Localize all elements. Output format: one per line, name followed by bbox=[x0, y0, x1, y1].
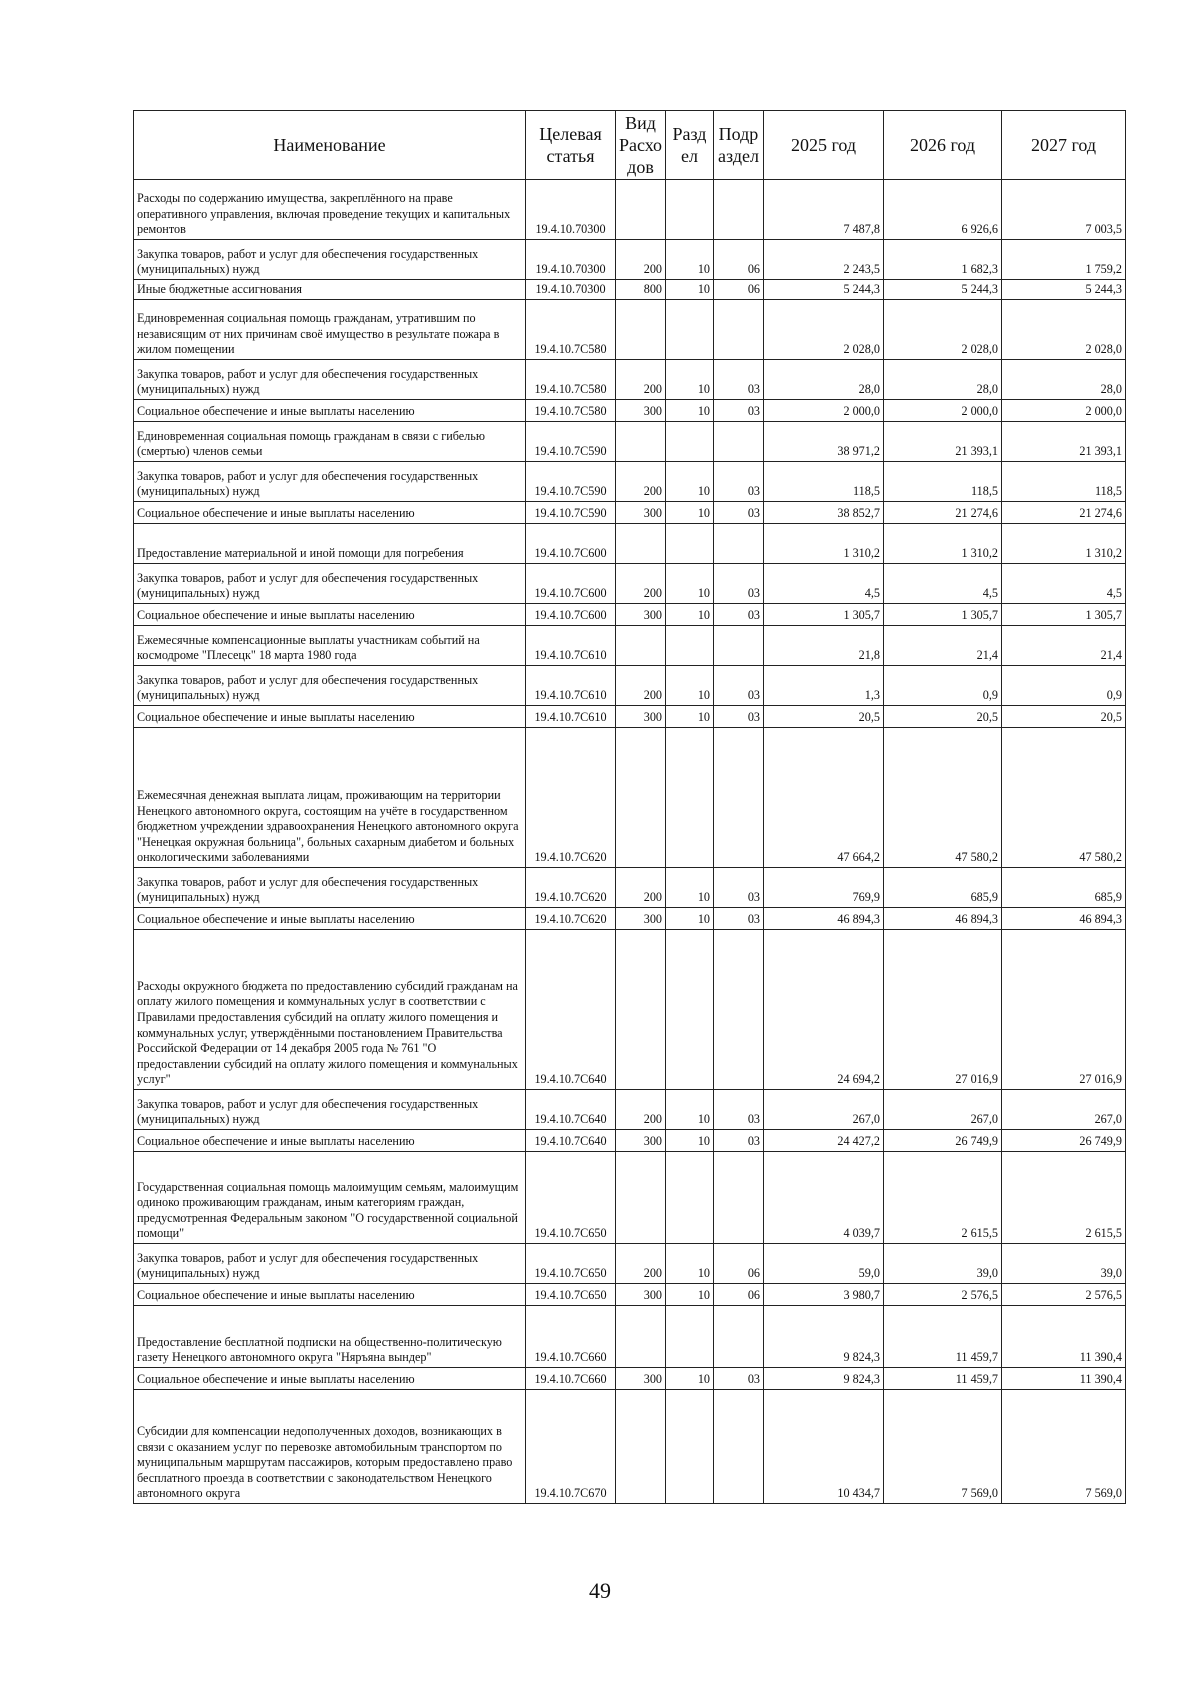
cell-name: Закупка товаров, работ и услуг для обеспечения государственных (муниципальных) нужд bbox=[134, 564, 526, 604]
cell-subsection: 03 bbox=[714, 666, 764, 706]
cell-subsection: 03 bbox=[714, 706, 764, 728]
cell-year-2026: 21,4 bbox=[884, 626, 1002, 666]
cell-section: 10 bbox=[666, 706, 714, 728]
table-row bbox=[134, 1090, 1126, 1130]
cell-year-2027: 4,5 bbox=[1002, 564, 1126, 604]
cell-subsection bbox=[714, 1390, 764, 1504]
cell-year-2026: 1 682,3 bbox=[884, 240, 1002, 280]
cell-target-article: 19.4.10.7С610 bbox=[526, 666, 616, 706]
cell-target-article: 19.4.10.7С600 bbox=[526, 604, 616, 626]
cell-expense-type bbox=[616, 930, 666, 1090]
cell-expense-type: 200 bbox=[616, 666, 666, 706]
cell-section: 10 bbox=[666, 1130, 714, 1152]
cell-expense-type: 300 bbox=[616, 502, 666, 524]
cell-name: Закупка товаров, работ и услуг для обеспечения государственных (муниципальных) нужд bbox=[134, 462, 526, 502]
cell-section: 10 bbox=[666, 360, 714, 400]
cell-year-2025: 47 664,2 bbox=[764, 728, 884, 868]
cell-year-2026: 2 028,0 bbox=[884, 300, 1002, 360]
cell-name: Единовременная социальная помощь гражданам в связи с гибелью (смертью) членов семьи bbox=[134, 422, 526, 462]
cell-subsection: 03 bbox=[714, 908, 764, 930]
table-row bbox=[134, 604, 1126, 626]
cell-year-2027: 2 615,5 bbox=[1002, 1152, 1126, 1244]
cell-expense-type bbox=[616, 626, 666, 666]
cell-year-2026: 5 244,3 bbox=[884, 280, 1002, 300]
cell-year-2025: 24 427,2 bbox=[764, 1130, 884, 1152]
cell-target-article: 19.4.10.7С620 bbox=[526, 728, 616, 868]
cell-subsection: 03 bbox=[714, 1130, 764, 1152]
cell-expense-type: 200 bbox=[616, 1090, 666, 1130]
cell-target-article: 19.4.10.70300 bbox=[526, 240, 616, 280]
cell-subsection bbox=[714, 930, 764, 1090]
table-row bbox=[134, 706, 1126, 728]
cell-name: Закупка товаров, работ и услуг для обеспечения государственных (муниципальных) нужд bbox=[134, 240, 526, 280]
cell-year-2026: 4,5 bbox=[884, 564, 1002, 604]
cell-target-article: 19.4.10.7С670 bbox=[526, 1390, 616, 1504]
cell-expense-type: 200 bbox=[616, 868, 666, 908]
cell-year-2027: 39,0 bbox=[1002, 1244, 1126, 1284]
cell-target-article: 19.4.10.7С580 bbox=[526, 400, 616, 422]
cell-name: Социальное обеспечение и иные выплаты населению bbox=[134, 1368, 526, 1390]
cell-subsection bbox=[714, 626, 764, 666]
table-row bbox=[134, 300, 1126, 360]
page-number: 49 bbox=[589, 1578, 611, 1603]
cell-year-2026: 20,5 bbox=[884, 706, 1002, 728]
cell-name: Единовременная социальная помощь гражданам, утратившим по независящим от них причинам своё имущество в результате пожара в жилом помещении bbox=[134, 300, 526, 360]
cell-year-2026: 1 310,2 bbox=[884, 524, 1002, 564]
cell-section: 10 bbox=[666, 502, 714, 524]
cell-year-2025: 5 244,3 bbox=[764, 280, 884, 300]
table-row bbox=[134, 1152, 1126, 1244]
cell-subsection: 03 bbox=[714, 1368, 764, 1390]
cell-target-article: 19.4.10.7С620 bbox=[526, 908, 616, 930]
cell-subsection bbox=[714, 524, 764, 564]
cell-year-2027: 7 569,0 bbox=[1002, 1390, 1126, 1504]
table-row bbox=[134, 1368, 1126, 1390]
cell-subsection bbox=[714, 422, 764, 462]
header-subsection: Подр аздел bbox=[714, 111, 764, 180]
cell-name: Закупка товаров, работ и услуг для обеспечения государственных (муниципальных) нужд bbox=[134, 868, 526, 908]
cell-year-2025: 21,8 bbox=[764, 626, 884, 666]
cell-expense-type bbox=[616, 180, 666, 240]
cell-section: 10 bbox=[666, 1284, 714, 1306]
cell-year-2026: 47 580,2 bbox=[884, 728, 1002, 868]
cell-expense-type: 300 bbox=[616, 1130, 666, 1152]
cell-year-2026: 0,9 bbox=[884, 666, 1002, 706]
cell-year-2026: 6 926,6 bbox=[884, 180, 1002, 240]
cell-subsection: 03 bbox=[714, 462, 764, 502]
cell-year-2025: 38 971,2 bbox=[764, 422, 884, 462]
cell-expense-type bbox=[616, 1306, 666, 1368]
cell-subsection bbox=[714, 1306, 764, 1368]
cell-target-article: 19.4.10.7С600 bbox=[526, 564, 616, 604]
cell-year-2025: 4,5 bbox=[764, 564, 884, 604]
cell-name: Расходы окружного бюджета по предоставлению субсидий гражданам на оплату жилого помещения и коммунальных услуг в соответствии с Правилами предоставления субсидий на оплату жилого помещения и коммунальных услуг, утверждёнными постановлением Правительства Российской Федерации от 14 декабря 2005 года № 761 "О предоставлении субсидий на оплату жилого помещения и коммунальных услуг" bbox=[134, 930, 526, 1090]
cell-year-2025: 9 824,3 bbox=[764, 1368, 884, 1390]
cell-expense-type: 200 bbox=[616, 564, 666, 604]
cell-subsection: 06 bbox=[714, 280, 764, 300]
cell-year-2025: 2 243,5 bbox=[764, 240, 884, 280]
cell-year-2027: 1 305,7 bbox=[1002, 604, 1126, 626]
cell-subsection: 03 bbox=[714, 400, 764, 422]
cell-name: Социальное обеспечение и иные выплаты населению bbox=[134, 1130, 526, 1152]
cell-subsection: 03 bbox=[714, 604, 764, 626]
table-row bbox=[134, 868, 1126, 908]
cell-name: Социальное обеспечение и иные выплаты населению bbox=[134, 604, 526, 626]
cell-year-2026: 21 393,1 bbox=[884, 422, 1002, 462]
table-row bbox=[134, 180, 1126, 240]
cell-target-article: 19.4.10.7С610 bbox=[526, 706, 616, 728]
cell-section: 10 bbox=[666, 1090, 714, 1130]
cell-target-article: 19.4.10.7С600 bbox=[526, 524, 616, 564]
cell-expense-type: 200 bbox=[616, 360, 666, 400]
cell-target-article: 19.4.10.7С660 bbox=[526, 1306, 616, 1368]
cell-name: Закупка товаров, работ и услуг для обеспечения государственных (муниципальных) нужд bbox=[134, 1090, 526, 1130]
cell-section bbox=[666, 728, 714, 868]
cell-year-2027: 21 393,1 bbox=[1002, 422, 1126, 462]
cell-year-2027: 11 390,4 bbox=[1002, 1306, 1126, 1368]
cell-year-2027: 2 028,0 bbox=[1002, 300, 1126, 360]
cell-section: 10 bbox=[666, 1244, 714, 1284]
table-row bbox=[134, 930, 1126, 1090]
cell-expense-type: 200 bbox=[616, 240, 666, 280]
cell-name: Ежемесячная денежная выплата лицам, проживающим на территории Ненецкого автономного округа, состоящим на учёте в государственном бюджетном учреждении здравоохранения Ненецкого автономного округа "Ненецкая окружная больница", больных сахарным диабетом и больных онкологическими заболеваниями bbox=[134, 728, 526, 868]
table-row bbox=[134, 1244, 1126, 1284]
cell-year-2026: 1 305,7 bbox=[884, 604, 1002, 626]
cell-year-2027: 21,4 bbox=[1002, 626, 1126, 666]
cell-year-2027: 26 749,9 bbox=[1002, 1130, 1126, 1152]
cell-name: Иные бюджетные ассигнования bbox=[134, 280, 526, 300]
cell-year-2027: 21 274,6 bbox=[1002, 502, 1126, 524]
cell-expense-type: 300 bbox=[616, 706, 666, 728]
cell-year-2025: 7 487,8 bbox=[764, 180, 884, 240]
cell-year-2027: 0,9 bbox=[1002, 666, 1126, 706]
cell-section: 10 bbox=[666, 280, 714, 300]
cell-target-article: 19.4.10.7С620 bbox=[526, 868, 616, 908]
table-row bbox=[134, 422, 1126, 462]
cell-target-article: 19.4.10.7С590 bbox=[526, 422, 616, 462]
cell-subsection bbox=[714, 180, 764, 240]
cell-year-2027: 5 244,3 bbox=[1002, 280, 1126, 300]
cell-target-article: 19.4.10.7С650 bbox=[526, 1152, 616, 1244]
table-row bbox=[134, 626, 1126, 666]
cell-year-2025: 9 824,3 bbox=[764, 1306, 884, 1368]
cell-section: 10 bbox=[666, 564, 714, 604]
table-body bbox=[134, 180, 1126, 1504]
header-name: Наименование bbox=[134, 111, 526, 180]
cell-name: Социальное обеспечение и иные выплаты населению bbox=[134, 1284, 526, 1306]
cell-subsection: 03 bbox=[714, 564, 764, 604]
table-row bbox=[134, 360, 1126, 400]
cell-year-2025: 118,5 bbox=[764, 462, 884, 502]
cell-section: 10 bbox=[666, 400, 714, 422]
table-row bbox=[134, 908, 1126, 930]
cell-year-2025: 38 852,7 bbox=[764, 502, 884, 524]
table-row bbox=[134, 1284, 1126, 1306]
cell-expense-type bbox=[616, 1152, 666, 1244]
cell-year-2025: 28,0 bbox=[764, 360, 884, 400]
cell-target-article: 19.4.10.7С660 bbox=[526, 1368, 616, 1390]
cell-subsection: 03 bbox=[714, 1090, 764, 1130]
cell-expense-type: 300 bbox=[616, 400, 666, 422]
cell-target-article: 19.4.10.7С640 bbox=[526, 1130, 616, 1152]
cell-year-2026: 685,9 bbox=[884, 868, 1002, 908]
header-section: Разд ел bbox=[666, 111, 714, 180]
cell-year-2026: 11 459,7 bbox=[884, 1368, 1002, 1390]
cell-year-2026: 7 569,0 bbox=[884, 1390, 1002, 1504]
cell-year-2025: 1 305,7 bbox=[764, 604, 884, 626]
cell-year-2026: 2 615,5 bbox=[884, 1152, 1002, 1244]
cell-subsection bbox=[714, 1152, 764, 1244]
cell-year-2025: 769,9 bbox=[764, 868, 884, 908]
cell-section bbox=[666, 180, 714, 240]
header-year-2027: 2027 год bbox=[1002, 111, 1126, 180]
cell-subsection: 06 bbox=[714, 1244, 764, 1284]
cell-year-2026: 27 016,9 bbox=[884, 930, 1002, 1090]
table-row bbox=[134, 280, 1126, 300]
cell-expense-type: 300 bbox=[616, 1368, 666, 1390]
cell-year-2025: 1 310,2 bbox=[764, 524, 884, 564]
cell-year-2026: 2 576,5 bbox=[884, 1284, 1002, 1306]
cell-year-2026: 26 749,9 bbox=[884, 1130, 1002, 1152]
table-header-row bbox=[134, 111, 1126, 180]
table-row bbox=[134, 1306, 1126, 1368]
cell-name: Предоставление материальной и иной помощи для погребения bbox=[134, 524, 526, 564]
cell-target-article: 19.4.10.7С640 bbox=[526, 1090, 616, 1130]
cell-section: 10 bbox=[666, 240, 714, 280]
cell-section: 10 bbox=[666, 666, 714, 706]
cell-year-2025: 46 894,3 bbox=[764, 908, 884, 930]
cell-section: 10 bbox=[666, 1368, 714, 1390]
header-expense-type: Вид Расхо дов bbox=[616, 111, 666, 180]
cell-year-2026: 21 274,6 bbox=[884, 502, 1002, 524]
cell-year-2025: 20,5 bbox=[764, 706, 884, 728]
cell-year-2025: 10 434,7 bbox=[764, 1390, 884, 1504]
cell-expense-type bbox=[616, 300, 666, 360]
cell-year-2027: 2 000,0 bbox=[1002, 400, 1126, 422]
cell-name: Социальное обеспечение и иные выплаты населению bbox=[134, 400, 526, 422]
cell-year-2027: 267,0 bbox=[1002, 1090, 1126, 1130]
cell-year-2026: 267,0 bbox=[884, 1090, 1002, 1130]
budget-table bbox=[133, 110, 1126, 1504]
cell-expense-type bbox=[616, 524, 666, 564]
table-row bbox=[134, 564, 1126, 604]
cell-expense-type: 300 bbox=[616, 908, 666, 930]
cell-subsection: 06 bbox=[714, 1284, 764, 1306]
cell-expense-type bbox=[616, 1390, 666, 1504]
cell-target-article: 19.4.10.7С580 bbox=[526, 300, 616, 360]
cell-subsection bbox=[714, 300, 764, 360]
cell-year-2027: 28,0 bbox=[1002, 360, 1126, 400]
cell-target-article: 19.4.10.7С590 bbox=[526, 502, 616, 524]
cell-year-2025: 267,0 bbox=[764, 1090, 884, 1130]
cell-year-2026: 11 459,7 bbox=[884, 1306, 1002, 1368]
cell-name: Закупка товаров, работ и услуг для обеспечения государственных (муниципальных) нужд bbox=[134, 666, 526, 706]
table-row bbox=[134, 666, 1126, 706]
cell-year-2025: 4 039,7 bbox=[764, 1152, 884, 1244]
cell-subsection: 06 bbox=[714, 240, 764, 280]
cell-target-article: 19.4.10.7С590 bbox=[526, 462, 616, 502]
cell-name: Социальное обеспечение и иные выплаты населению bbox=[134, 502, 526, 524]
header-year-2026: 2026 год bbox=[884, 111, 1002, 180]
cell-year-2027: 27 016,9 bbox=[1002, 930, 1126, 1090]
cell-name: Субсидии для компенсации недополученных доходов, возникающих в связи с оказанием услуг по перевозке автомобильным транспортом по муниципальным маршрутам пассажиров, которым предоставлено право бесплатного проезда в соответствии с законодательством Ненецкого автономного округа bbox=[134, 1390, 526, 1504]
cell-target-article: 19.4.10.7С650 bbox=[526, 1284, 616, 1306]
cell-target-article: 19.4.10.7С640 bbox=[526, 930, 616, 1090]
cell-section: 10 bbox=[666, 462, 714, 502]
cell-expense-type bbox=[616, 422, 666, 462]
cell-subsection bbox=[714, 728, 764, 868]
table-row bbox=[134, 1390, 1126, 1504]
cell-year-2026: 39,0 bbox=[884, 1244, 1002, 1284]
cell-year-2026: 2 000,0 bbox=[884, 400, 1002, 422]
cell-year-2026: 28,0 bbox=[884, 360, 1002, 400]
cell-year-2025: 24 694,2 bbox=[764, 930, 884, 1090]
cell-name: Ежемесячные компенсационные выплаты участникам событий на космодроме "Плесецк" 18 марта 1980 года bbox=[134, 626, 526, 666]
cell-year-2027: 11 390,4 bbox=[1002, 1368, 1126, 1390]
table-row bbox=[134, 524, 1126, 564]
cell-subsection: 03 bbox=[714, 868, 764, 908]
cell-name: Государственная социальная помощь малоимущим семьям, малоимущим одиноко проживающим гражданам, иным категориям граждан, предусмотренная Федеральным законом "О государственной социальной помощи" bbox=[134, 1152, 526, 1244]
cell-name: Закупка товаров, работ и услуг для обеспечения государственных (муниципальных) нужд bbox=[134, 1244, 526, 1284]
cell-subsection: 03 bbox=[714, 360, 764, 400]
cell-year-2026: 46 894,3 bbox=[884, 908, 1002, 930]
cell-name: Предоставление бесплатной подписки на общественно-политическую газету Ненецкого автономного округа "Няръяна вындер" bbox=[134, 1306, 526, 1368]
cell-section bbox=[666, 1390, 714, 1504]
cell-year-2025: 3 980,7 bbox=[764, 1284, 884, 1306]
cell-section bbox=[666, 1152, 714, 1244]
cell-section: 10 bbox=[666, 908, 714, 930]
cell-year-2026: 118,5 bbox=[884, 462, 1002, 502]
table-row bbox=[134, 502, 1126, 524]
table-row bbox=[134, 1130, 1126, 1152]
header-year-2025: 2025 год bbox=[764, 111, 884, 180]
cell-subsection: 03 bbox=[714, 502, 764, 524]
cell-section bbox=[666, 422, 714, 462]
cell-name: Социальное обеспечение и иные выплаты населению bbox=[134, 706, 526, 728]
cell-year-2027: 1 759,2 bbox=[1002, 240, 1126, 280]
cell-year-2025: 2 000,0 bbox=[764, 400, 884, 422]
table-row bbox=[134, 462, 1126, 502]
cell-section bbox=[666, 300, 714, 360]
cell-section bbox=[666, 626, 714, 666]
cell-year-2025: 1,3 bbox=[764, 666, 884, 706]
cell-year-2025: 59,0 bbox=[764, 1244, 884, 1284]
cell-target-article: 19.4.10.7С610 bbox=[526, 626, 616, 666]
table-row bbox=[134, 400, 1126, 422]
cell-expense-type bbox=[616, 728, 666, 868]
cell-year-2027: 1 310,2 bbox=[1002, 524, 1126, 564]
table-row bbox=[134, 240, 1126, 280]
cell-year-2025: 2 028,0 bbox=[764, 300, 884, 360]
cell-year-2027: 118,5 bbox=[1002, 462, 1126, 502]
cell-target-article: 19.4.10.70300 bbox=[526, 280, 616, 300]
cell-target-article: 19.4.10.70300 bbox=[526, 180, 616, 240]
table-row bbox=[134, 728, 1126, 868]
cell-expense-type: 200 bbox=[616, 1244, 666, 1284]
cell-section: 10 bbox=[666, 604, 714, 626]
cell-year-2027: 20,5 bbox=[1002, 706, 1126, 728]
cell-name: Расходы по содержанию имущества, закреплённого на праве оперативного управления, включая проведение текущих и капитальных ремонтов bbox=[134, 180, 526, 240]
cell-year-2027: 46 894,3 bbox=[1002, 908, 1126, 930]
cell-section bbox=[666, 524, 714, 564]
cell-expense-type: 300 bbox=[616, 604, 666, 626]
cell-name: Закупка товаров, работ и услуг для обеспечения государственных (муниципальных) нужд bbox=[134, 360, 526, 400]
cell-year-2027: 7 003,5 bbox=[1002, 180, 1126, 240]
header-target-article: Целевая статья bbox=[526, 111, 616, 180]
cell-year-2027: 47 580,2 bbox=[1002, 728, 1126, 868]
cell-expense-type: 800 bbox=[616, 280, 666, 300]
cell-year-2027: 685,9 bbox=[1002, 868, 1126, 908]
cell-section bbox=[666, 1306, 714, 1368]
cell-target-article: 19.4.10.7С650 bbox=[526, 1244, 616, 1284]
cell-section: 10 bbox=[666, 868, 714, 908]
cell-target-article: 19.4.10.7С580 bbox=[526, 360, 616, 400]
cell-year-2027: 2 576,5 bbox=[1002, 1284, 1126, 1306]
cell-expense-type: 200 bbox=[616, 462, 666, 502]
cell-expense-type: 300 bbox=[616, 1284, 666, 1306]
cell-name: Социальное обеспечение и иные выплаты населению bbox=[134, 908, 526, 930]
cell-section bbox=[666, 930, 714, 1090]
